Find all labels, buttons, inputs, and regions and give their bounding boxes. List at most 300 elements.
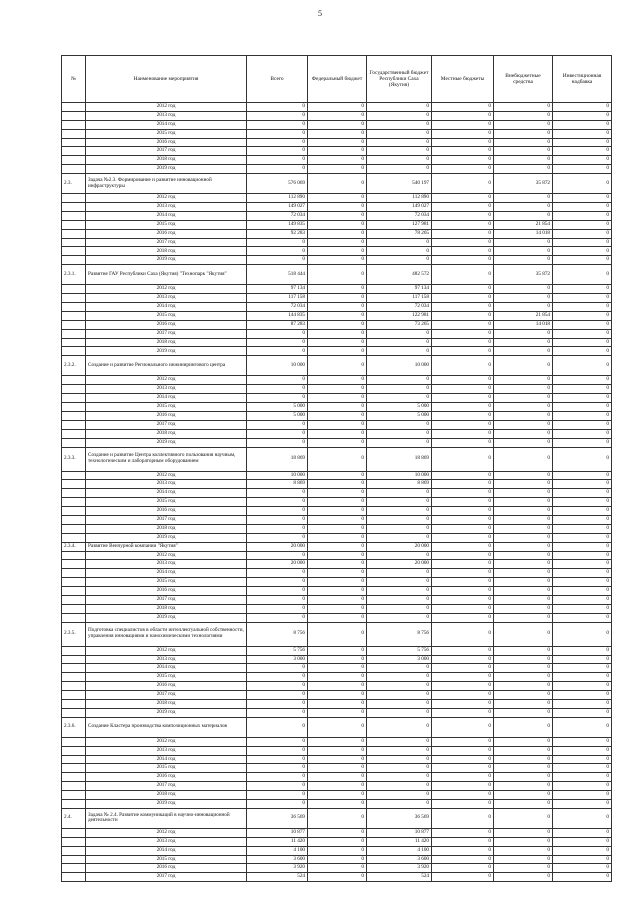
row-name: 2012 год [86, 551, 247, 560]
republic-value: 72 034 [367, 211, 432, 220]
republic-value: 127 981 [367, 220, 432, 229]
row-code [62, 791, 86, 800]
federal-value: 0 [308, 551, 367, 560]
local-value: 0 [432, 489, 494, 498]
republic-value: 5 000 [367, 411, 432, 420]
federal-value: 0 [308, 285, 367, 294]
year-row [62, 864, 612, 873]
row-name: 2016 год [86, 864, 247, 873]
row-name: Подготовка специалистов в области интеллектуальной собственности, управления инновациями и нанохимическими технологиями [86, 622, 247, 646]
row-code [62, 203, 86, 212]
investment-value: 0 [553, 147, 612, 156]
row-code [62, 873, 86, 882]
federal-value: 0 [308, 303, 367, 312]
republic-value: 0 [367, 800, 432, 809]
federal-value: 0 [308, 220, 367, 229]
row-code [62, 103, 86, 112]
row-name: 2013 год [86, 746, 247, 755]
republic-value: 36 569 [367, 808, 432, 828]
republic-value: 0 [367, 329, 432, 338]
investment-value: 0 [553, 447, 612, 471]
year-row [62, 782, 612, 791]
row-name: 2017 год [86, 238, 247, 247]
federal-value: 0 [308, 256, 367, 265]
federal-value: 0 [308, 229, 367, 238]
year-row [62, 156, 612, 165]
row-code [62, 595, 86, 604]
total-value: 0 [247, 587, 308, 596]
total-value: 0 [247, 438, 308, 447]
total-value: 36 569 [247, 808, 308, 828]
total-value: 5 000 [247, 403, 308, 412]
federal-value: 0 [308, 791, 367, 800]
investment-value: 0 [553, 438, 612, 447]
investment-value: 0 [553, 507, 612, 516]
row-name: 2015 год [86, 578, 247, 587]
investment-value: 0 [553, 864, 612, 873]
row-code [62, 165, 86, 174]
local-value: 0 [432, 595, 494, 604]
republic-value: 0 [367, 429, 432, 438]
row-code: 2.3.3. [62, 447, 86, 471]
extrabudgetary-value: 0 [494, 791, 553, 800]
row-name: 2017 год [86, 147, 247, 156]
extrabudgetary-value: 0 [494, 147, 553, 156]
row-name: 2017 год [86, 420, 247, 429]
investment-value: 0 [553, 800, 612, 809]
total-value: 0 [247, 708, 308, 717]
extrabudgetary-value: 0 [494, 480, 553, 489]
federal-value: 0 [308, 247, 367, 256]
extrabudgetary-value: 0 [494, 782, 553, 791]
extrabudgetary-value: 0 [494, 587, 553, 596]
extrabudgetary-value: 0 [494, 622, 553, 646]
extrabudgetary-value: 0 [494, 855, 553, 864]
investment-value: 0 [553, 808, 612, 828]
year-row [62, 691, 612, 700]
local-value: 0 [432, 447, 494, 471]
extrabudgetary-value: 0 [494, 737, 553, 746]
republic-value: 0 [367, 791, 432, 800]
row-name: 2014 год [86, 755, 247, 764]
local-value: 0 [432, 646, 494, 655]
republic-value: 0 [367, 338, 432, 347]
total-value: 0 [247, 717, 308, 737]
federal-value: 0 [308, 394, 367, 403]
investment-value: 0 [553, 420, 612, 429]
year-row [62, 103, 612, 112]
investment-value: 0 [553, 329, 612, 338]
federal-value: 0 [308, 211, 367, 220]
federal-value: 0 [308, 347, 367, 356]
row-code [62, 138, 86, 147]
total-value: 18 869 [247, 447, 308, 471]
investment-value: 0 [553, 755, 612, 764]
extrabudgetary-value: 0 [494, 285, 553, 294]
local-value: 0 [432, 303, 494, 312]
extrabudgetary-value: 0 [494, 551, 553, 560]
republic-value: 73 265 [367, 320, 432, 329]
federal-value: 0 [308, 411, 367, 420]
total-value: 0 [247, 111, 308, 120]
row-name: 2018 год [86, 604, 247, 613]
local-value: 0 [432, 294, 494, 303]
investment-value: 0 [553, 203, 612, 212]
row-name: Создание и развитие Регионального инжинирингового центра [86, 356, 247, 376]
row-code [62, 737, 86, 746]
total-value: 0 [247, 524, 308, 533]
row-code [62, 294, 86, 303]
local-value: 0 [432, 429, 494, 438]
local-value: 0 [432, 165, 494, 174]
row-code [62, 403, 86, 412]
republic-value: 20 000 [367, 542, 432, 551]
investment-value: 0 [553, 873, 612, 882]
extrabudgetary-value: 0 [494, 471, 553, 480]
year-row [62, 489, 612, 498]
total-value: 11 420 [247, 837, 308, 846]
extrabudgetary-value: 0 [494, 338, 553, 347]
year-row [62, 394, 612, 403]
year-row [62, 247, 612, 256]
row-name: 2012 год [86, 646, 247, 655]
investment-value: 0 [553, 129, 612, 138]
row-name: 2015 год [86, 220, 247, 229]
investment-value: 0 [553, 699, 612, 708]
task-row [62, 174, 612, 194]
row-code [62, 211, 86, 220]
row-code [62, 329, 86, 338]
local-value: 0 [432, 560, 494, 569]
investment-value: 0 [553, 138, 612, 147]
row-name: 2018 год [86, 791, 247, 800]
local-value: 0 [432, 837, 494, 846]
local-value: 0 [432, 773, 494, 782]
federal-value: 0 [308, 147, 367, 156]
republic-value: 0 [367, 156, 432, 165]
total-value: 0 [247, 699, 308, 708]
row-code [62, 515, 86, 524]
federal-value: 0 [308, 174, 367, 194]
republic-value: 10 000 [367, 471, 432, 480]
total-value: 87 283 [247, 320, 308, 329]
total-value: 97 134 [247, 285, 308, 294]
row-code [62, 613, 86, 622]
extrabudgetary-value: 0 [494, 846, 553, 855]
extrabudgetary-value: 0 [494, 542, 553, 551]
extrabudgetary-value: 0 [494, 717, 553, 737]
total-value: 0 [247, 515, 308, 524]
year-row [62, 791, 612, 800]
total-value: 112 890 [247, 194, 308, 203]
federal-value: 0 [308, 533, 367, 542]
total-value: 144 835 [247, 311, 308, 320]
republic-value: 0 [367, 604, 432, 613]
extrabudgetary-value: 35 872 [494, 174, 553, 194]
investment-value: 0 [553, 782, 612, 791]
row-code [62, 411, 86, 420]
investment-value: 0 [553, 737, 612, 746]
row-code: 2.3. [62, 174, 86, 194]
extrabudgetary-value: 35 872 [494, 265, 553, 285]
local-value: 0 [432, 846, 494, 855]
federal-value: 0 [308, 560, 367, 569]
republic-value: 0 [367, 129, 432, 138]
row-code [62, 438, 86, 447]
row-code [62, 347, 86, 356]
local-value: 0 [432, 238, 494, 247]
federal-value: 0 [308, 542, 367, 551]
republic-value: 0 [367, 507, 432, 516]
total-value: 0 [247, 782, 308, 791]
row-code [62, 773, 86, 782]
investment-value: 0 [553, 156, 612, 165]
federal-value: 0 [308, 294, 367, 303]
row-code: 2.4. [62, 808, 86, 828]
republic-value: 72 034 [367, 303, 432, 312]
federal-value: 0 [308, 515, 367, 524]
year-row [62, 837, 612, 846]
row-code [62, 429, 86, 438]
year-row [62, 855, 612, 864]
row-name: 2016 год [86, 229, 247, 238]
investment-value: 0 [553, 498, 612, 507]
investment-value: 0 [553, 347, 612, 356]
investment-value: 0 [553, 103, 612, 112]
year-row [62, 507, 612, 516]
republic-value: 0 [367, 438, 432, 447]
row-code [62, 587, 86, 596]
year-row [62, 800, 612, 809]
row-name: 2012 год [86, 737, 247, 746]
investment-value: 0 [553, 855, 612, 864]
local-value: 0 [432, 247, 494, 256]
row-name: 2016 год [86, 682, 247, 691]
extrabudgetary-value: 0 [494, 194, 553, 203]
extrabudgetary-value: 0 [494, 569, 553, 578]
republic-value: 0 [367, 515, 432, 524]
local-value: 0 [432, 138, 494, 147]
total-value: 0 [247, 604, 308, 613]
row-name: Задача №2.3. Формирование и развитие инновационной инфраструктуры [86, 174, 247, 194]
federal-value: 0 [308, 673, 367, 682]
local-value: 0 [432, 129, 494, 138]
republic-value: 524 [367, 873, 432, 882]
republic-value: 0 [367, 238, 432, 247]
row-code [62, 229, 86, 238]
row-code [62, 220, 86, 229]
federal-value: 0 [308, 203, 367, 212]
local-value: 0 [432, 203, 494, 212]
extrabudgetary-value: 0 [494, 411, 553, 420]
extrabudgetary-value: 0 [494, 111, 553, 120]
federal-value: 0 [308, 864, 367, 873]
total-value: 0 [247, 755, 308, 764]
row-code [62, 507, 86, 516]
local-value: 0 [432, 471, 494, 480]
extrabudgetary-value: 0 [494, 256, 553, 265]
year-row [62, 524, 612, 533]
row-code [62, 129, 86, 138]
total-value: 0 [247, 737, 308, 746]
investment-value: 0 [553, 403, 612, 412]
extrabudgetary-value: 0 [494, 646, 553, 655]
investment-value: 0 [553, 587, 612, 596]
extrabudgetary-value: 0 [494, 708, 553, 717]
row-code [62, 147, 86, 156]
row-name: 2015 год [86, 764, 247, 773]
local-value: 0 [432, 808, 494, 828]
local-value: 0 [432, 147, 494, 156]
investment-value: 0 [553, 489, 612, 498]
investment-value: 0 [553, 247, 612, 256]
investment-value: 0 [553, 664, 612, 673]
year-row [62, 846, 612, 855]
federal-value: 0 [308, 682, 367, 691]
total-value: 0 [247, 429, 308, 438]
row-name: Создание и развитие Центра коллективного пользования научным, технологическим и лабораторным оборудованием [86, 447, 247, 471]
extrabudgetary-value: 0 [494, 429, 553, 438]
local-value: 0 [432, 542, 494, 551]
extrabudgetary-value: 0 [494, 699, 553, 708]
year-row [62, 165, 612, 174]
federal-value: 0 [308, 403, 367, 412]
republic-value: 11 420 [367, 837, 432, 846]
federal-value: 0 [308, 737, 367, 746]
republic-value: 149 027 [367, 203, 432, 212]
extrabudgetary-value: 0 [494, 420, 553, 429]
page-number: 5 [318, 9, 322, 18]
row-code: 2.3.6. [62, 717, 86, 737]
year-row [62, 211, 612, 220]
year-row [62, 147, 612, 156]
local-value: 0 [432, 622, 494, 646]
federal-value: 0 [308, 622, 367, 646]
investment-value: 0 [553, 524, 612, 533]
extrabudgetary-value: 0 [494, 329, 553, 338]
republic-value: 0 [367, 247, 432, 256]
republic-value: 78 265 [367, 229, 432, 238]
local-value: 0 [432, 800, 494, 809]
local-value: 0 [432, 311, 494, 320]
extrabudgetary-value: 0 [494, 211, 553, 220]
extrabudgetary-value: 0 [494, 138, 553, 147]
row-code [62, 471, 86, 480]
investment-value: 0 [553, 764, 612, 773]
total-value: 0 [247, 394, 308, 403]
row-code [62, 311, 86, 320]
republic-value: 10 877 [367, 828, 432, 837]
republic-value: 117 158 [367, 294, 432, 303]
republic-value: 0 [367, 737, 432, 746]
federal-value: 0 [308, 385, 367, 394]
local-value: 0 [432, 737, 494, 746]
republic-value: 122 981 [367, 311, 432, 320]
total-value: 0 [247, 498, 308, 507]
republic-value: 0 [367, 699, 432, 708]
header-total: Всего [247, 56, 308, 103]
investment-value: 0 [553, 211, 612, 220]
republic-value: 0 [367, 595, 432, 604]
row-code [62, 708, 86, 717]
task-row [62, 717, 612, 737]
federal-value: 0 [308, 782, 367, 791]
investment-value: 0 [553, 551, 612, 560]
federal-value: 0 [308, 691, 367, 700]
row-code [62, 498, 86, 507]
year-row [62, 873, 612, 882]
local-value: 0 [432, 120, 494, 129]
investment-value: 0 [553, 394, 612, 403]
republic-value: 0 [367, 120, 432, 129]
total-value: 0 [247, 800, 308, 809]
republic-value: 0 [367, 691, 432, 700]
row-name: 2014 год [86, 394, 247, 403]
year-row [62, 138, 612, 147]
extrabudgetary-value: 0 [494, 655, 553, 664]
row-name: 2016 год [86, 773, 247, 782]
row-name: 2017 год [86, 691, 247, 700]
total-value: 0 [247, 376, 308, 385]
local-value: 0 [432, 524, 494, 533]
year-row [62, 385, 612, 394]
row-code [62, 846, 86, 855]
republic-value: 0 [367, 347, 432, 356]
row-name: 2017 год [86, 515, 247, 524]
row-name: 2015 год [86, 855, 247, 864]
republic-value: 0 [367, 420, 432, 429]
row-code [62, 864, 86, 873]
row-code [62, 664, 86, 673]
extrabudgetary-value: 21 854 [494, 220, 553, 229]
row-name: 2013 год [86, 655, 247, 664]
total-value: 0 [247, 773, 308, 782]
total-value: 20 000 [247, 542, 308, 551]
extrabudgetary-value: 0 [494, 165, 553, 174]
total-value: 5 756 [247, 646, 308, 655]
extrabudgetary-value: 0 [494, 828, 553, 837]
local-value: 0 [432, 691, 494, 700]
total-value: 0 [247, 338, 308, 347]
year-row [62, 329, 612, 338]
investment-value: 0 [553, 613, 612, 622]
federal-value: 0 [308, 604, 367, 613]
row-code [62, 376, 86, 385]
federal-value: 0 [308, 111, 367, 120]
year-row [62, 737, 612, 746]
investment-value: 0 [553, 542, 612, 551]
extrabudgetary-value: 0 [494, 103, 553, 112]
local-value: 0 [432, 411, 494, 420]
investment-value: 0 [553, 338, 612, 347]
year-row [62, 480, 612, 489]
local-value: 0 [432, 480, 494, 489]
republic-value: 0 [367, 394, 432, 403]
extrabudgetary-value: 0 [494, 673, 553, 682]
row-name: 2017 год [86, 873, 247, 882]
row-name: 2013 год [86, 294, 247, 303]
total-value: 0 [247, 165, 308, 174]
row-code [62, 247, 86, 256]
federal-value: 0 [308, 420, 367, 429]
row-name: 2012 год [86, 285, 247, 294]
federal-value: 0 [308, 873, 367, 882]
row-name: 2013 год [86, 385, 247, 394]
row-code [62, 338, 86, 347]
local-value: 0 [432, 338, 494, 347]
row-name: 2015 год [86, 403, 247, 412]
header-row [62, 56, 612, 103]
